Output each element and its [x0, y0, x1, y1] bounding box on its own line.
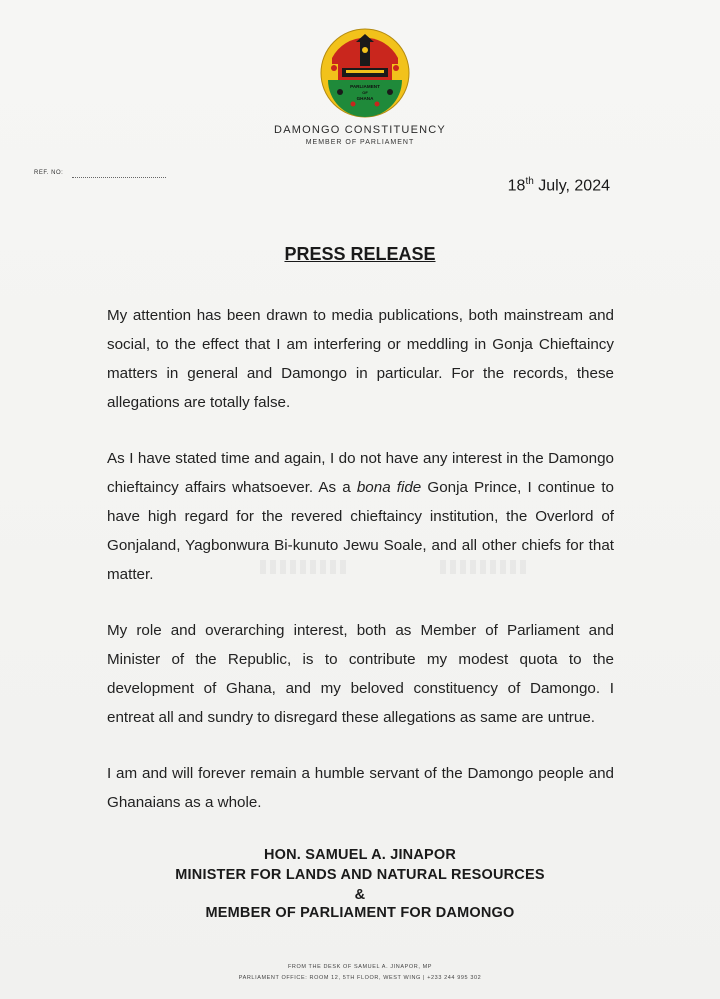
date-rest: July, 2024: [533, 177, 610, 195]
bleed-through-mark: [440, 560, 530, 574]
footer-address-line: PARLIAMENT OFFICE: ROOM 12, 5TH FLOOR, WEST WING | +233 244 995 302: [238, 975, 482, 981]
parliament-of-ghana-crest-icon: [320, 28, 410, 118]
paragraph-2: [107, 444, 614, 589]
paragraph-2-start: As I have stated time and again, I do not have any interest in the Damongo chieftaincy affairs whatsoever. As a: [107, 450, 614, 496]
page-title: PRESS RELEASE: [284, 244, 436, 264]
date-suffix: th: [525, 176, 534, 187]
svg-text:OF: OF: [362, 90, 368, 95]
reference-line: [72, 177, 166, 178]
paragraph-4: I am and will forever remain a humble servant of the Damongo people and Ghanaians as a whole.: [107, 765, 614, 811]
paragraph-1: My attention has been drawn to media publications, both mainstream and social, to the effect that I am interfering or meddling in Gonja Chieftaincy matters in general and Damongo in particular. For the records, these allegations are totally false.: [107, 307, 614, 411]
footer-desk-line: FROM THE DESK OF SAMUEL A. JINAPOR, MP: [287, 964, 433, 970]
signatory-name: HON. SAMUEL A. JINAPOR: [263, 847, 457, 863]
reference-label: REF. NO:: [34, 170, 64, 176]
paragraph-3: My role and overarching interest, both as Member of Parliament and Minister of the Republic, is to contribute my modest quota to the development of Ghana, and my beloved constituency of Damongo. I entreat all and sundry to disregard these allegations as same are untrue.: [107, 622, 614, 726]
constituency-heading: DAMONGO CONSTITUENCY: [274, 124, 446, 136]
member-subheading: MEMBER OF PARLIAMENT: [305, 139, 415, 146]
signatory-title-mp: MEMBER OF PARLIAMENT FOR DAMONGO: [205, 905, 515, 921]
signatory-title-minister: MINISTER FOR LANDS AND NATURAL RESOURCES: [175, 867, 545, 883]
date-day: 18: [507, 177, 526, 195]
svg-text:PARLIAMENT: PARLIAMENT: [350, 84, 380, 89]
svg-text:GHANA: GHANA: [356, 96, 374, 101]
bleed-through-mark: [260, 560, 350, 574]
paragraph-2-italic: bona fide: [356, 479, 422, 496]
parliament-crest-logo: [320, 28, 410, 118]
signatory-ampersand: &: [354, 887, 366, 903]
paragraph-2-end: Gonja Prince, I continue to have high regard for the revered chieftaincy institution, the Overlord of Gonjaland, Yagbonwura Bi-kunuto Jewu Soale, and all other chiefs for that matter.: [107, 479, 614, 583]
date-line: [508, 176, 610, 195]
